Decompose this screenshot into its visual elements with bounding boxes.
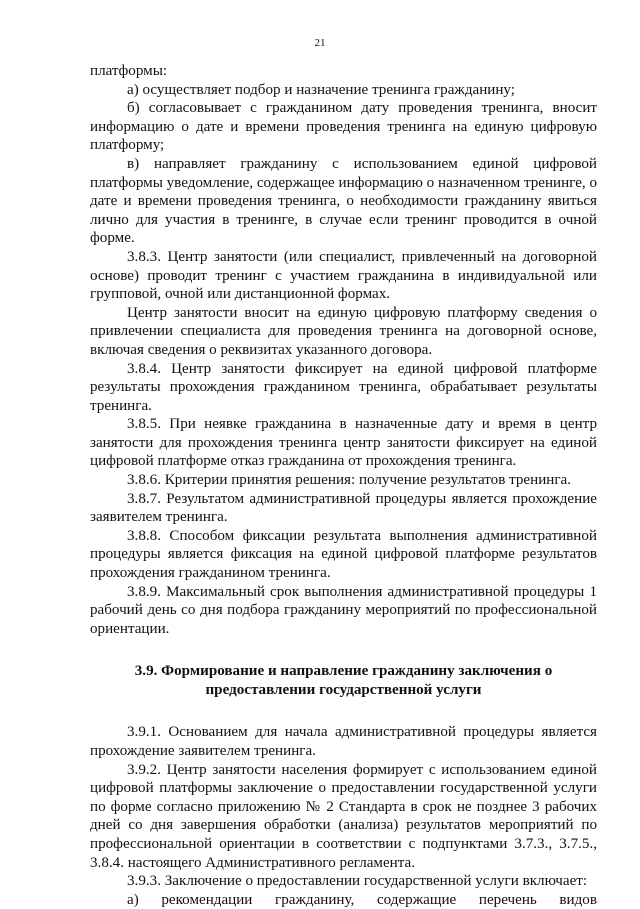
paragraph: а) осуществляет подбор и назначение тренинга гражданину; (127, 81, 515, 98)
page-number: 21 (314, 37, 326, 49)
paragraph: в) направляет гражданину с использованием единой цифровой платформы уведомление, содержащее информацию о назначенном тренинге, о дате и времени проведения тренинга, о необходимости гражданину явиться лично для участия в тренинге, в случае если тренинг проводится в очной форме. (90, 155, 597, 247)
paragraph: 3.8.6. Критерии принятия решения: получение результатов тренинга. (127, 472, 572, 489)
paragraph: 3.9.3. Заключение о предоставлении государственной услуги включает: (127, 873, 588, 890)
paragraph: 3.9.2. Центр занятости населения формирует с использованием единой цифровой платформы заключение о предоставлении государственной услуги по форме согласно приложению № 2 Стандарта в срок не позднее 3 рабочих дней со дня завершения обработки (анализа) результатов мероприятий по профессиональной ориентации в соответствии с подпунктами 3.7.3., 3.7.5., 3.8.4. настоящего Административного регламента. (90, 761, 597, 871)
paragraph: 3.8.8. Способом фиксации результата выполнения административной процедуры является фиксация на единой цифровой платформе результатов прохождения гражданином тренинга. (90, 527, 597, 582)
paragraph: 3.8.9. Максимальный срок выполнения административной процедуры 1 рабочий день со дня подбора гражданину мероприятий по профессиональной ориентации. (90, 583, 597, 637)
paragraph: 3.8.7. Результатом административной процедуры является прохождение заявителем тренинга. (90, 490, 597, 526)
paragraph: 3.8.3. Центр занятости (или специалист, привлеченный на договорной основе) проводит тренинг с участием гражданина в индивидуальной или групповой, очной или дистанционной формах. (90, 248, 597, 303)
document-body (90, 62, 597, 909)
paragraphs-before-heading (90, 62, 597, 638)
paragraphs-after-heading (90, 723, 597, 909)
paragraph: а) рекомендации гражданину, содержащие перечень видов (127, 891, 597, 908)
paragraph: 3.8.4. Центр занятости фиксирует на единой цифровой платформе результаты прохождения гражданином тренинга, обрабатывает результаты тренинга. (90, 360, 597, 414)
paragraph: б) согласовывает с гражданином дату проведения тренинга, вносит информацию о дате и времени проведения тренинга на единую цифровую платформу; (90, 100, 597, 154)
paragraph: платформы: (90, 63, 168, 79)
paragraph: 3.9.1. Основанием для начала административной процедуры является прохождение заявителем тренинга. (90, 724, 597, 759)
paragraph: Центр занятости вносит на единую цифровую платформу сведения о привлечении специалиста для проведения тренинга на договорной основе, включая сведения о реквизитах указанного договора. (90, 304, 597, 358)
section-heading: 3.9. Формирование и направление гражданину заключения о предоставлении государственной услуги (134, 663, 553, 699)
paragraph: 3.8.5. При неявке гражданина в назначенные дату и время в центр занятости для прохождения тренинга центр занятости фиксирует на единой цифровой платформе отказ гражданина от прохождения тренинга. (90, 416, 597, 470)
